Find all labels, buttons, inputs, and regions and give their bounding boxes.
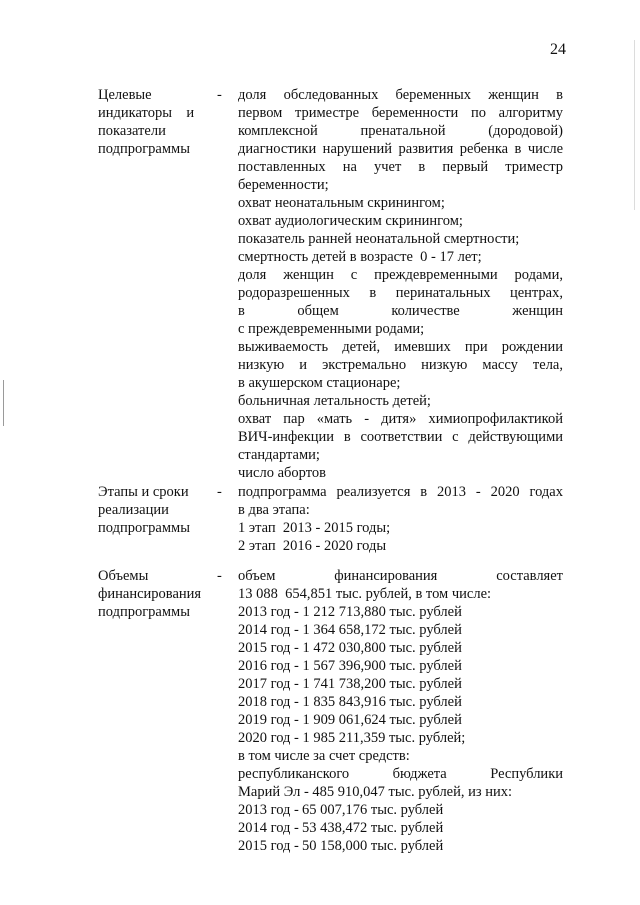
label-line: Целевые: [98, 87, 152, 103]
rep-year: 2013 год -: [238, 802, 299, 818]
funding-content: [238, 567, 563, 855]
rep-year: 2015 год -: [238, 838, 299, 854]
content-line: показатель ранней неонатальной смертности;: [238, 231, 520, 247]
stages-content: [238, 483, 563, 555]
content-line: республиканского бюджета Республики: [238, 766, 563, 782]
content-line: 2020 год - 1 985 211,359 тыс. рублей;: [238, 730, 466, 746]
rep-amount: 53 438,472 тыс. рублей: [302, 820, 444, 836]
content-line: первом триместре беременности по алгоритму: [238, 105, 563, 121]
scan-mark-left: [3, 380, 4, 426]
rep-year: 2014 год -: [238, 820, 299, 836]
content-line: охват аудиологическим скринингом;: [238, 213, 463, 229]
rep-amount: 65 007,176 тыс. рублей: [302, 802, 444, 818]
content-line: объем финансирования составляет: [238, 568, 563, 584]
label-line: подпрограммы: [98, 141, 190, 157]
content-line: подпрограмма реализуется в 2013 - 2020 годах: [238, 484, 563, 500]
content-line: больничная летальность детей;: [238, 393, 431, 409]
content-line: диагностики нарушений развития ребенка в числе: [238, 141, 563, 157]
rep-amount: 50 158,000 тыс. рублей: [302, 838, 444, 854]
label-line: Объемы: [98, 568, 149, 584]
content-line: 2019 год - 1 909 061,624 тыс. рублей: [238, 712, 462, 728]
content-line: комплексной пренатальной (дородовой): [238, 123, 563, 139]
targets-label: [98, 86, 223, 158]
content-line: с преждевременными родами;: [238, 321, 425, 337]
content-line: охват неонатальным скринингом;: [238, 195, 445, 211]
label-dash: -: [217, 568, 222, 584]
content-line: Марий Эл - 485 910,047 тыс. рублей, из них:: [238, 784, 513, 800]
content-line: стандартами;: [238, 447, 320, 463]
stages-label: [98, 483, 223, 537]
content-line: родоразрешенных в перинатальных центрах,: [238, 285, 563, 301]
page-number: 24: [550, 41, 566, 58]
content-line: 2014 год - 1 364 658,172 тыс. рублей: [238, 622, 462, 638]
content-line: 2015 год - 1 472 030,800 тыс. рублей: [238, 640, 462, 656]
content-line: 2013 год - 1 212 713,880 тыс. рублей: [238, 604, 462, 620]
content-line: доля женщин с преждевременными родами,: [238, 267, 563, 283]
rep-year-line: [238, 801, 563, 819]
label-line: реализации: [98, 502, 169, 518]
content-line: 2 этап 2016 - 2020 годы: [238, 538, 387, 554]
rep-year-line: [238, 819, 563, 837]
content-line: в акушерском стационаре;: [238, 375, 401, 391]
content-line: 13 088 654,851 тыс. рублей, в том числе:: [238, 586, 492, 602]
label-line: показатели: [98, 123, 166, 139]
label-line: финансирования: [98, 586, 202, 602]
content-line: выживаемость детей, имевших при рождении: [238, 339, 563, 355]
scan-mark-right: [634, 40, 635, 210]
content-line: в том числе за счет средств:: [238, 748, 410, 764]
content-line: в два этапа:: [238, 502, 310, 518]
content-line: охват пар «мать - дитя» химиопрофилактикой: [238, 411, 563, 427]
content-line: ВИЧ-инфекции в соответствии с действующими: [238, 429, 563, 445]
content-line: 1 этап 2013 - 2015 годы;: [238, 520, 391, 536]
label-line: индикаторы и: [98, 105, 195, 121]
targets-content: [238, 86, 563, 482]
content-line: смертность детей в возрасте 0 - 17 лет;: [238, 249, 482, 265]
label-line: подпрограммы: [98, 604, 190, 620]
content-line: в общем количестве женщин: [238, 303, 563, 319]
content-line: поставленных на учет в первый триместр: [238, 159, 563, 175]
label-line: Этапы и сроки: [98, 484, 189, 500]
content-line: 2017 год - 1 741 738,200 тыс. рублей: [238, 676, 462, 692]
content-line: 2016 год - 1 567 396,900 тыс. рублей: [238, 658, 462, 674]
content-line: беременности;: [238, 177, 329, 193]
content-line: 2018 год - 1 835 843,916 тыс. рублей: [238, 694, 462, 710]
label-dash: -: [217, 484, 222, 500]
content-line: число абортов: [238, 465, 326, 481]
funding-label: [98, 567, 223, 621]
rep-year-line: [238, 837, 563, 855]
content-line: доля обследованных беременных женщин в: [238, 87, 563, 103]
label-dash: -: [217, 87, 222, 103]
content-line: низкую и экстремально низкую массу тела,: [238, 357, 563, 373]
label-line: подпрограммы: [98, 520, 190, 536]
